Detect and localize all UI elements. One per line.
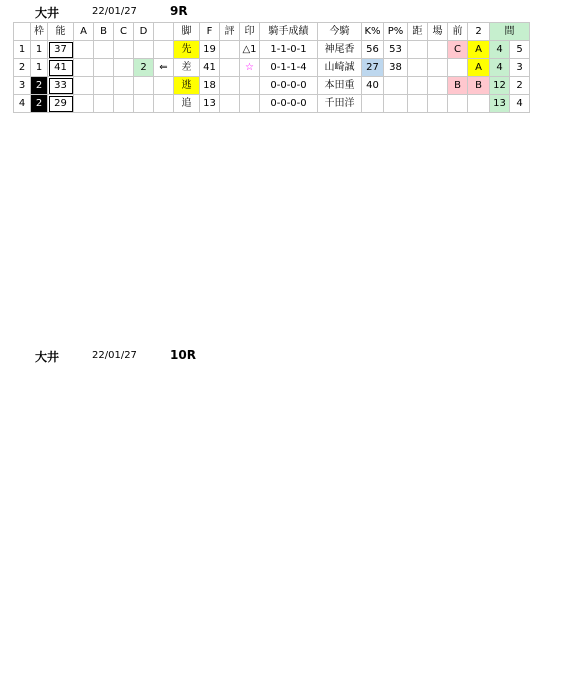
cell-nou: 41 — [48, 59, 74, 77]
cell-nou: 33 — [48, 77, 74, 95]
cell-k — [362, 95, 384, 113]
cell-mae: B — [448, 77, 468, 95]
cell-leg: 差 — [174, 59, 200, 77]
col-header: 枠 — [31, 23, 48, 41]
cell-jk: 神尾香 — [318, 41, 362, 59]
cell-ni: A — [468, 41, 490, 59]
col-header: 距 — [408, 23, 428, 41]
cell-b — [94, 95, 114, 113]
cell-kan: 4 — [490, 41, 510, 59]
cell-ba — [428, 95, 448, 113]
cell-kyo — [408, 95, 428, 113]
cell-d — [134, 77, 154, 95]
cell-ba — [428, 41, 448, 59]
col-header: B — [94, 23, 114, 41]
cell-f: 18 — [200, 77, 220, 95]
col-header: 2 — [468, 23, 490, 41]
cell-c — [114, 95, 134, 113]
cell-k: 40 — [362, 77, 384, 95]
cell-waku: 2 — [31, 95, 48, 113]
cell-f: 41 — [200, 59, 220, 77]
cell-arrow — [154, 41, 174, 59]
col-header: 脚 — [174, 23, 200, 41]
cell-mae — [448, 59, 468, 77]
cell-a — [74, 77, 94, 95]
cell-mark: △1 — [240, 41, 260, 59]
cell-arrow — [154, 77, 174, 95]
cell-no: 2 — [14, 59, 31, 77]
cell-jr: 0-1-1-4 — [260, 59, 318, 77]
col-header: F — [200, 23, 220, 41]
cell-leg: 逃 — [174, 77, 200, 95]
cell-d — [134, 41, 154, 59]
cell-jr: 0-0-0-0 — [260, 95, 318, 113]
cell-a — [74, 95, 94, 113]
race-header — [0, 344, 577, 366]
cell-e: 5 — [510, 41, 530, 59]
col-header: K% — [362, 23, 384, 41]
cell-kyo — [408, 41, 428, 59]
cell-mark — [240, 95, 260, 113]
venue-name: 大井 — [35, 6, 60, 20]
col-header — [154, 23, 174, 41]
cell-no: 1 — [14, 41, 31, 59]
col-header: 印 — [240, 23, 260, 41]
cell-f: 13 — [200, 95, 220, 113]
cell-ni: A — [468, 59, 490, 77]
venue-name: 大井 — [35, 350, 60, 364]
cell-kyo — [408, 59, 428, 77]
col-header: A — [74, 23, 94, 41]
cell-e: 4 — [510, 95, 530, 113]
cell-no: 3 — [14, 77, 31, 95]
cell-jk: 本田重 — [318, 77, 362, 95]
race-number: 9R — [170, 4, 188, 18]
col-header: C — [114, 23, 134, 41]
cell-nou: 29 — [48, 95, 74, 113]
race-date: 22/01/27 — [92, 6, 137, 17]
cell-d: 2 — [134, 59, 154, 77]
cell-e: 3 — [510, 59, 530, 77]
cell-ba — [428, 77, 448, 95]
cell-hyo — [220, 59, 240, 77]
cell-k: 27 — [362, 59, 384, 77]
cell-ni: B — [468, 77, 490, 95]
col-header: 能 — [48, 23, 74, 41]
cell-waku: 1 — [31, 41, 48, 59]
table-row — [14, 59, 530, 77]
cell-a — [74, 41, 94, 59]
col-header-blank — [14, 23, 31, 41]
cell-b — [94, 77, 114, 95]
cell-p — [384, 95, 408, 113]
col-header: 評 — [220, 23, 240, 41]
cell-b — [94, 59, 114, 77]
cell-f: 19 — [200, 41, 220, 59]
cell-mae: C — [448, 41, 468, 59]
cell-kan: 13 — [490, 95, 510, 113]
cell-kan: 4 — [490, 59, 510, 77]
col-header: P% — [384, 23, 408, 41]
col-header: 今騎 — [318, 23, 362, 41]
cell-leg: 先 — [174, 41, 200, 59]
race-date: 22/01/27 — [92, 350, 137, 361]
cell-p — [384, 77, 408, 95]
cell-hyo — [220, 95, 240, 113]
cell-ba — [428, 59, 448, 77]
cell-jr: 0-0-0-0 — [260, 77, 318, 95]
cell-ni — [468, 95, 490, 113]
cell-jr: 1-1-0-1 — [260, 41, 318, 59]
table-row — [14, 95, 530, 113]
cell-jk: 千田洋 — [318, 95, 362, 113]
cell-arrow — [154, 95, 174, 113]
cell-mark: ☆ — [240, 59, 260, 77]
cell-waku: 2 — [31, 77, 48, 95]
cell-c — [114, 41, 134, 59]
cell-kyo — [408, 77, 428, 95]
cell-p: 53 — [384, 41, 408, 59]
table-row — [14, 77, 530, 95]
race-header — [0, 0, 577, 22]
entry-table — [13, 22, 530, 113]
cell-hyo — [220, 41, 240, 59]
col-header: 前 — [448, 23, 468, 41]
cell-leg: 追 — [174, 95, 200, 113]
cell-k: 56 — [362, 41, 384, 59]
cell-jk: 山崎誠 — [318, 59, 362, 77]
cell-d — [134, 95, 154, 113]
header-row — [14, 23, 530, 41]
col-header: 場 — [428, 23, 448, 41]
cell-mae — [448, 95, 468, 113]
cell-a — [74, 59, 94, 77]
col-header: 間 — [490, 23, 530, 41]
cell-p: 38 — [384, 59, 408, 77]
cell-no: 4 — [14, 95, 31, 113]
col-header: D — [134, 23, 154, 41]
cell-kan: 12 — [490, 77, 510, 95]
cell-c — [114, 59, 134, 77]
race-10r — [0, 344, 577, 366]
cell-b — [94, 41, 114, 59]
cell-e: 2 — [510, 77, 530, 95]
cell-nou: 37 — [48, 41, 74, 59]
cell-mark — [240, 77, 260, 95]
col-header: 騎手成績 — [260, 23, 318, 41]
cell-arrow: ⇐ — [154, 59, 174, 77]
cell-waku: 1 — [31, 59, 48, 77]
race-number: 10R — [170, 348, 196, 362]
race-9r — [0, 0, 577, 109]
cell-hyo — [220, 77, 240, 95]
cell-c — [114, 77, 134, 95]
table-row — [14, 41, 530, 59]
